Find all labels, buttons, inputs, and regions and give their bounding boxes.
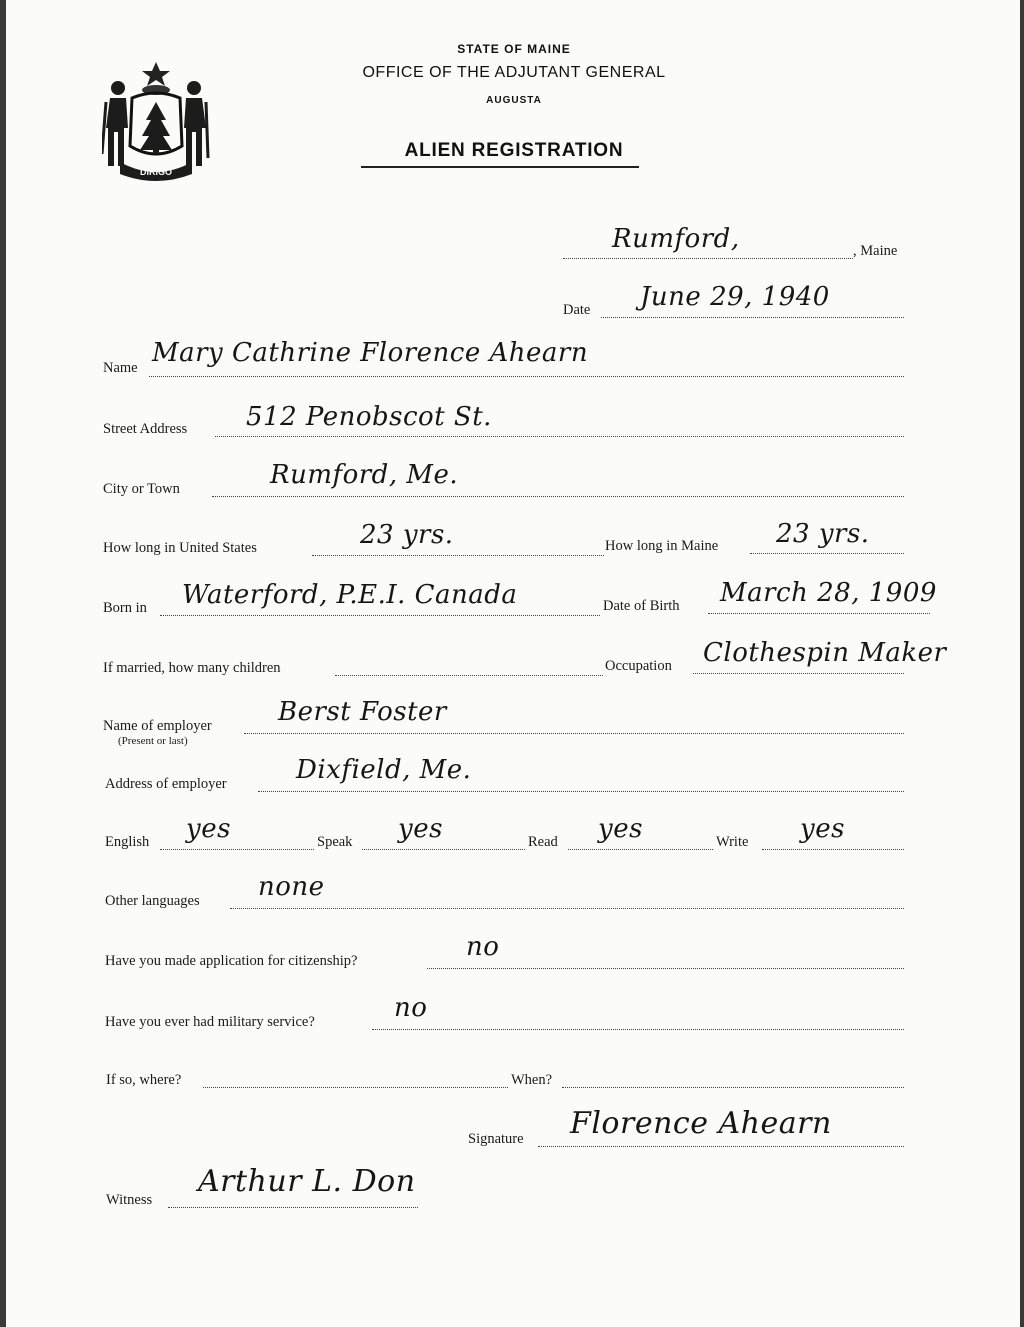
- city-town-entry: Rumford, Me.: [270, 460, 459, 490]
- street-line: [215, 436, 904, 437]
- town-line: [563, 258, 853, 259]
- employer-label: Name of employer: [103, 718, 212, 734]
- town-entry: Rumford,: [612, 224, 740, 254]
- read-label: Read: [528, 834, 558, 850]
- us-length-label: How long in United States: [103, 540, 257, 556]
- witness-label: Witness: [106, 1192, 153, 1208]
- signature-label: Signature: [468, 1131, 524, 1147]
- dob-entry: March 28, 1909: [720, 578, 937, 608]
- military-label: Have you ever had military service?: [105, 1014, 315, 1030]
- write-entry: yes: [800, 814, 845, 844]
- form-title: ALIEN REGISTRATION: [404, 140, 624, 161]
- citizenship-entry: no: [466, 932, 500, 962]
- date-line: [601, 317, 904, 318]
- us-length-entry: 23 yrs.: [360, 520, 454, 550]
- title-underline: [361, 166, 639, 168]
- signature-line: [538, 1146, 904, 1147]
- when-line: [562, 1087, 904, 1088]
- employer-address-entry: Dixfield, Me.: [296, 755, 472, 785]
- dob-label: Date of Birth: [603, 598, 680, 614]
- date-label: Date: [563, 302, 591, 318]
- other-languages-line: [230, 908, 904, 909]
- city-town-line: [212, 496, 904, 497]
- born-in-line: [160, 615, 600, 616]
- where-label: If so, where?: [106, 1072, 182, 1088]
- maine-length-label: How long in Maine: [605, 538, 719, 554]
- english-line: [160, 849, 314, 850]
- dob-line: [708, 613, 930, 614]
- employer-address-label: Address of employer: [105, 776, 227, 792]
- citizenship-label: Have you made application for citizenship?: [105, 953, 358, 969]
- scan-edge-right: [1020, 0, 1024, 1327]
- born-in-label: Born in: [103, 600, 147, 616]
- other-languages-entry: none: [258, 872, 325, 902]
- name-line: [149, 376, 904, 377]
- speak-entry: yes: [398, 814, 443, 844]
- header-state: STATE OF MAINE: [457, 42, 571, 56]
- witness-line: [168, 1207, 418, 1208]
- seal-motto: DIRIGO: [139, 167, 173, 177]
- where-line: [203, 1087, 508, 1088]
- occupation-entry: Clothespin Maker: [703, 638, 947, 668]
- read-entry: yes: [598, 814, 643, 844]
- maine-length-entry: 23 yrs.: [776, 519, 870, 549]
- maine-length-line: [750, 553, 904, 554]
- scan-edge-left: [0, 0, 6, 1327]
- speak-line: [362, 849, 525, 850]
- english-label: English: [105, 834, 150, 850]
- other-languages-label: Other languages: [105, 893, 200, 909]
- employer-address-line: [258, 791, 904, 792]
- military-line: [372, 1029, 904, 1030]
- employer-sublabel: (Present or last): [118, 735, 188, 747]
- write-line: [762, 849, 904, 850]
- occupation-label: Occupation: [605, 658, 672, 674]
- born-in-entry: Waterford, P.E.I. Canada: [182, 580, 518, 610]
- header-office: OFFICE OF THE ADJUTANT GENERAL: [362, 64, 666, 81]
- employer-entry: Berst Foster: [278, 697, 447, 727]
- us-length-line: [312, 555, 604, 556]
- occupation-line: [693, 673, 904, 674]
- employer-line: [244, 733, 904, 734]
- maine-label: , Maine: [853, 243, 898, 259]
- military-entry: no: [394, 993, 428, 1023]
- children-line: [335, 675, 603, 676]
- date-entry: June 29, 1940: [640, 282, 830, 312]
- citizenship-line: [427, 968, 904, 969]
- when-label: When?: [511, 1072, 553, 1088]
- write-label: Write: [716, 834, 749, 850]
- witness-entry: Arthur L. Don: [198, 1164, 416, 1199]
- header-city: AUGUSTA: [486, 95, 542, 106]
- signature-entry: Florence Ahearn: [570, 1106, 832, 1141]
- read-line: [568, 849, 713, 850]
- english-entry: yes: [186, 814, 231, 844]
- street-label: Street Address: [103, 421, 188, 437]
- name-label: Name: [103, 360, 138, 376]
- name-entry: Mary Cathrine Florence Ahearn: [152, 338, 589, 368]
- street-entry: 512 Penobscot St.: [246, 402, 492, 432]
- city-town-label: City or Town: [103, 481, 180, 497]
- speak-label: Speak: [317, 834, 353, 850]
- children-label: If married, how many children: [103, 660, 281, 676]
